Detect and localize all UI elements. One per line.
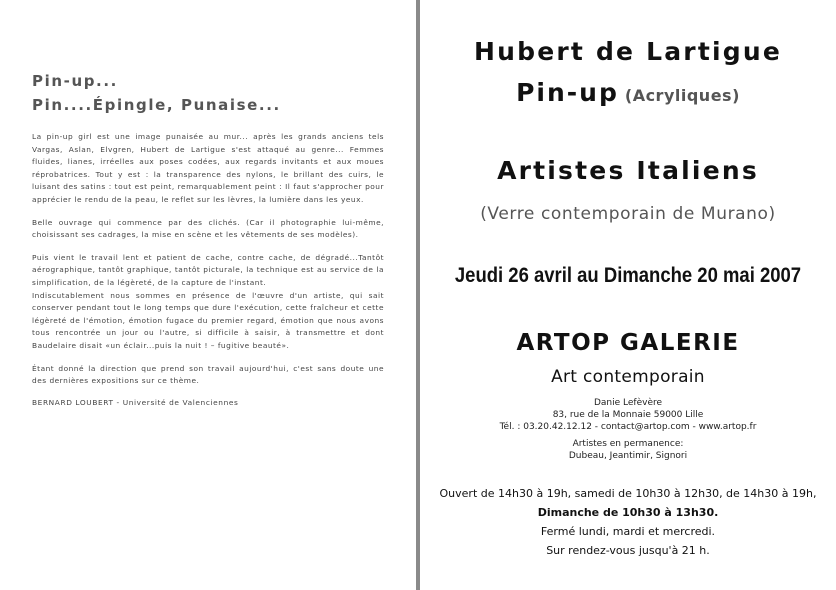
article-body [32, 131, 384, 388]
hours-line: Ouvert de 14h30 à 19h, samedi de 10h30 à 12h30, de 14h30 à 19h, [439, 487, 817, 500]
contact-address: 83, rue de la Monnaie 59000 Lille [552, 410, 704, 420]
artist-name: Hubert de Lartigue [473, 37, 782, 66]
permanent-artists [420, 438, 836, 462]
opening-hours [420, 484, 836, 560]
article-paragraph: La pin-up girl est une image punaisée au mur... après les grands anciens tels Vargas, Aslan, Elvgren, Hubert de Lartigue s'est attaqué au genre... Femmes fluides, lianes, irréelles aux poses codées, aux regards invitants et aux moues réprobatrices. Tout y est : la transparence des nylons, le brillant des cuirs, le luisant des satins : tout est peint, remarquablement peint : Il faut s'approcher pour apprécier le rendu de la peau, le reflet sur les lèvres, la lumière dans les yeux. [32, 132, 384, 204]
hours-appointment: Sur rendez-vous jusqu'à 21 h. [546, 544, 710, 557]
gallery-tagline: Art contemporain [551, 367, 705, 387]
pinup-title: Pin-up [516, 78, 619, 107]
pinup-medium: (Acryliques) [624, 86, 740, 105]
contact-phone-email-web: Tél. : 03.20.42.12.12 - contact@artop.com - www.artop.fr [499, 422, 757, 432]
hours-closed: Fermé lundi, mardi et mercredi. [540, 525, 716, 538]
italian-artists-heading: Artistes Italiens [497, 156, 759, 185]
article-paragraph: Puis vient le travail lent et patient de cache, contre cache, de dégradé...Tantôt aérographique, tantôt graphique, tantôt picturale, la technique est au service de la simplification, de la légèreté, de la capture de l'instant. [32, 252, 384, 287]
gallery-name: ARTOP GALERIE [516, 330, 740, 356]
pinup-heading [420, 78, 836, 107]
left-title-line1: Pin-up... [32, 72, 118, 90]
left-panel [32, 70, 384, 407]
article-paragraph: Étant donné la direction que prend son travail aujourd'hui, c'est sans doute une des dernières expositions sur ce thème. [32, 363, 384, 386]
exhibition-dates: Jeudi 26 avril au Dimanche 20 mai 2007 [454, 264, 802, 287]
murano-subtitle: (Verre contemporain de Murano) [480, 204, 776, 224]
hours-sunday: Dimanche de 10h30 à 13h30. [537, 506, 719, 519]
article-paragraph: Belle ouvrage qui commence par des clichés. (Car il photographie lui-même, choisissant ses cadrages, la mise en scène et les vêtements de ses modèles). [32, 217, 384, 240]
permanent-artists-label: Artistes en permanence: [572, 439, 684, 449]
contact-name: Danie Lefèvère [593, 398, 663, 408]
article-paragraph: Indiscutablement nous sommes en présence de l'œuvre d'un artiste, qui sait conserver pendant tout le long temps que dure l'exécution, cette fraîcheur et cette légèreté de l'émotion, émotion fugace du premier regard, émotion que nous avons tous rencontrée un jour ou l'autre, si difficile à saisir, à transmettre et dont Baudelaire disait «un éclair...puis la nuit ! – fugitive beauté». [32, 290, 384, 350]
left-title-line2: Pin....Épingle, Punaise... [32, 96, 281, 114]
signature: BERNARD LOUBERT - Université de Valenciennes [32, 397, 239, 407]
contact-block [420, 397, 836, 433]
permanent-artists-names: Dubeau, Jeantimir, Signori [568, 451, 688, 461]
